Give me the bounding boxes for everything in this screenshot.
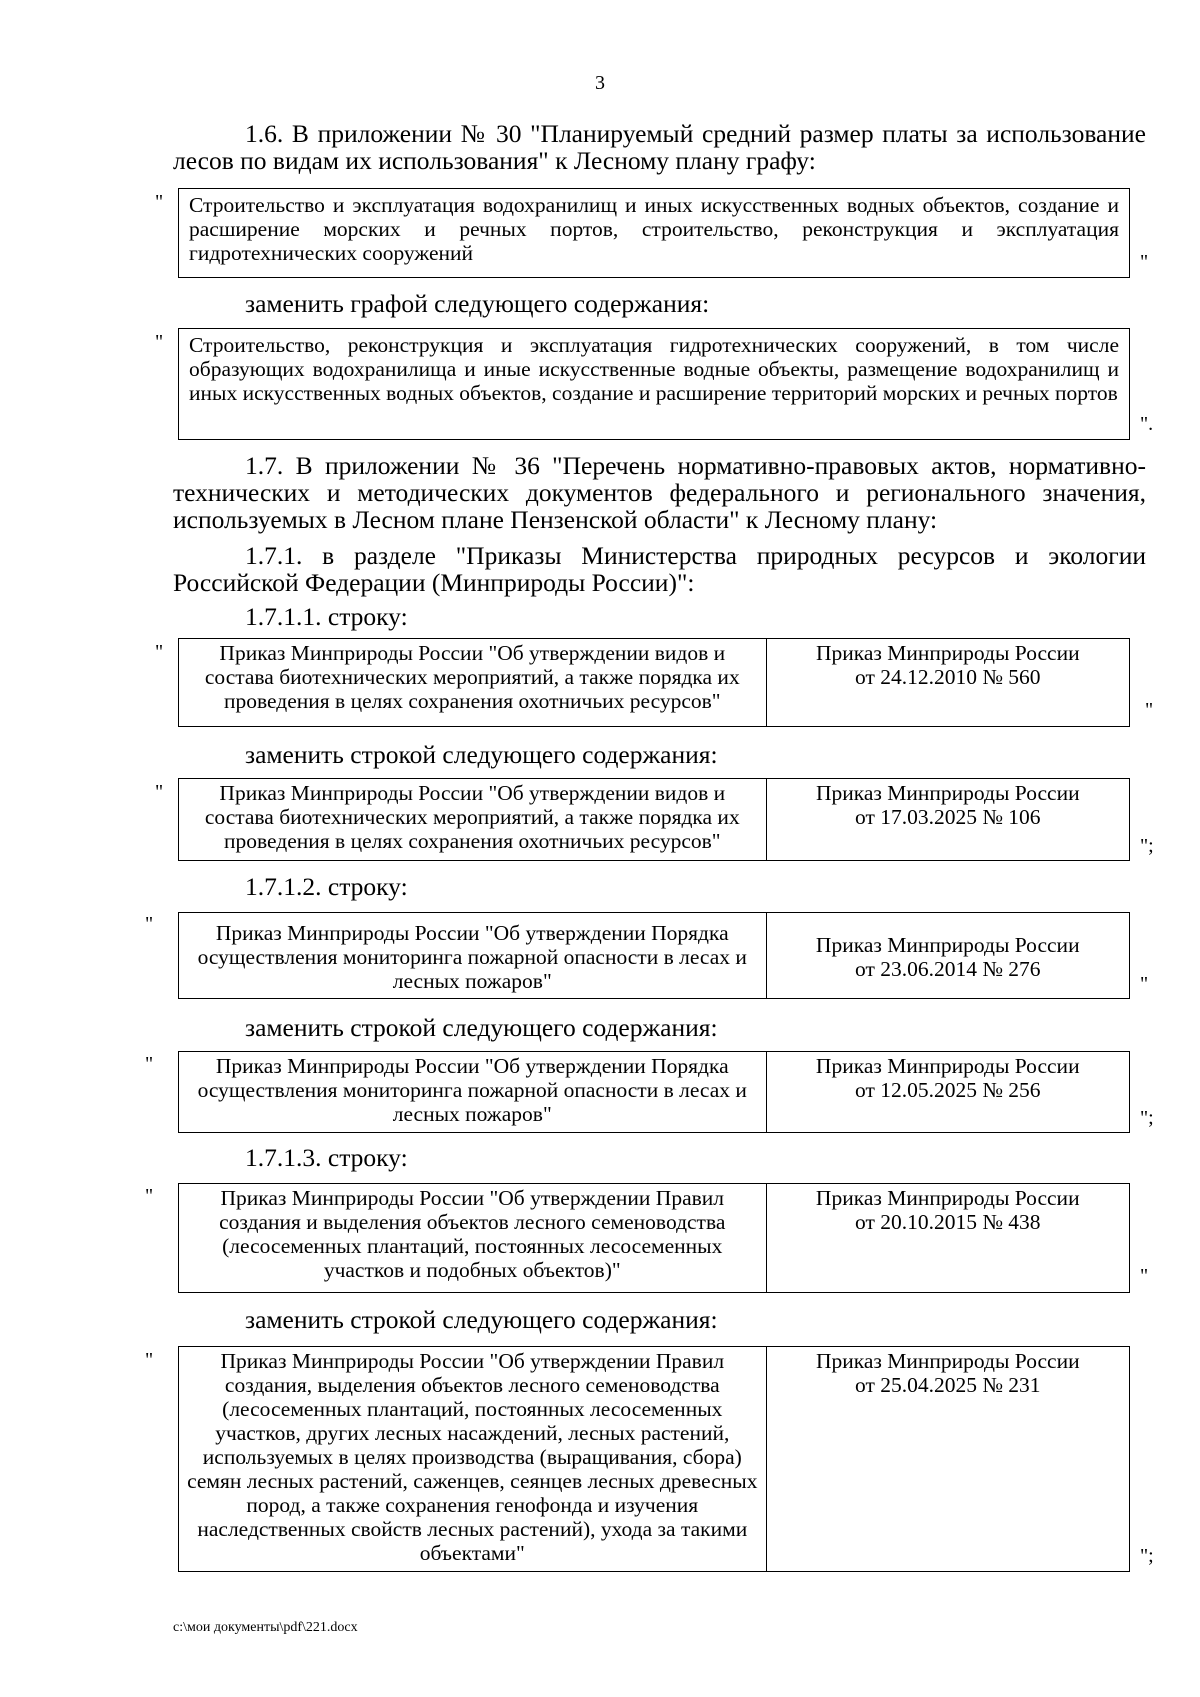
section-1-7-1-intro: 1.7.1. в разделе "Приказы Министерства природных ресурсов и экологии Российской Федерации (Минприроды России)": (173, 541, 1146, 597)
order-ref-line2: от 20.10.2015 № 438 (854, 1210, 1041, 1234)
order-ref-line2: от 17.03.2025 № 106 (855, 805, 1041, 829)
old-row-table (178, 912, 1130, 999)
order-ref-line2: от 12.05.2025 № 256 (854, 1078, 1041, 1102)
close-quote-semicolon: "; (1140, 1107, 1154, 1129)
table-row (179, 1184, 1130, 1293)
open-quote: " (155, 331, 164, 353)
order-ref-cell (766, 1347, 1129, 1572)
order-title-cell: Приказ Минприроды России "Об утверждении Порядка осуществления мониторинга пожарной опасности в лесах и лесных пожаров" (179, 1052, 767, 1133)
section-1-6-intro: 1.6. В приложении № 30 "Планируемый средний размер платы за использование лесов по видам их использования" к Лесному плану графу: (173, 119, 1146, 175)
order-ref-line1: Приказ Минприроды России (815, 641, 1080, 665)
table-row (179, 913, 1130, 999)
table-row (179, 639, 1130, 727)
close-quote: " (1140, 1265, 1149, 1287)
replace-column-label: заменить графой следующего содержания: (245, 289, 710, 318)
table-row (179, 1052, 1130, 1133)
open-quote: " (145, 1053, 154, 1075)
new-row-table (178, 1346, 1130, 1572)
open-quote: " (145, 1185, 154, 1207)
order-title-cell: Приказ Минприроды России "Об утверждении Правил создания и выделения объектов лесного семеноводства (лесосеменных плантаций, постоянных лесосеменных участков и подобных объектов)" (179, 1184, 767, 1293)
page-number: 3 (595, 72, 605, 94)
order-ref-line1: Приказ Минприроды России (815, 932, 1080, 957)
order-ref-line1: Приказ Минприроды России (815, 781, 1080, 805)
new-row-table (178, 778, 1130, 861)
order-ref-line1: Приказ Минприроды России (815, 1054, 1080, 1078)
open-quote: " (155, 781, 164, 803)
item-label: 1.7.1.2. строку: (245, 872, 408, 901)
open-quote: " (145, 913, 154, 935)
order-ref-cell (766, 779, 1129, 861)
replace-row-label: заменить строкой следующего содержания: (245, 1305, 718, 1334)
order-title-cell: Приказ Минприроды России "Об утверждении Правил создания, выделения объектов лесного семеноводства (лесосеменных плантаций, постоянных лесосеменных участков, других лесных насаждений, лесных растений, используемых в целях производства (выращивания, сбора) семян лесных растений, саженцев, сеянцев лесных древесных пород, а также сохранения генофонда и изучения наследственных свойств лесных растений), ухода за такими объектами" (179, 1347, 767, 1572)
replace-row-label: заменить строкой следующего содержания: (245, 740, 718, 769)
order-ref-line2: от 25.04.2025 № 231 (855, 1373, 1041, 1397)
order-title-cell: Приказ Минприроды России "Об утверждении Порядка осуществления мониторинга пожарной опасности в лесах и лесных пожаров" (179, 913, 767, 999)
table-row (179, 779, 1130, 861)
order-ref-line2: от 24.12.2010 № 560 (855, 665, 1041, 689)
item-label: 1.7.1.1. строку: (245, 602, 408, 631)
close-quote-semicolon: "; (1140, 1545, 1154, 1567)
file-path-footer: c:\мои документы\pdf\221.docx (173, 1620, 358, 1635)
section-1-7-intro: 1.7. В приложении № 36 "Перечень нормативно-правовых актов, нормативно-технических и методических документов федерального и регионального значения, используемых в Лесном плане Пензенской области" к Лесному плану: (173, 451, 1146, 534)
item-label: 1.7.1.3. строку: (245, 1143, 408, 1172)
table-row (179, 1347, 1130, 1572)
open-quote: " (155, 191, 164, 213)
close-quote: " (1145, 699, 1154, 721)
order-ref-cell (766, 1184, 1130, 1293)
order-title-cell: Приказ Минприроды России "Об утверждении видов и состава биотехнических мероприятий, а также порядка их проведения в целях сохранения охотничьих ресурсов" (179, 779, 767, 861)
new-row-table (178, 1051, 1130, 1133)
close-quote-semicolon: "; (1140, 835, 1154, 857)
close-quote: " (1140, 251, 1149, 273)
open-quote: " (145, 1349, 154, 1371)
order-ref-cell (766, 1052, 1130, 1133)
order-ref-line1: Приказ Минприроды России (815, 1186, 1080, 1210)
order-ref-line2: от 23.06.2014 № 276 (854, 956, 1041, 981)
order-ref-cell (766, 913, 1130, 999)
old-row-table (178, 638, 1130, 727)
old-row-table (178, 1183, 1130, 1293)
new-column-text: Строительство, реконструкция и эксплуатация гидротехнических сооружений, в том числе образующих водохранилища и иные искусственные водные объекты, размещение водохранилищ и иных искусственных водных объектов, создание и расширение территорий морских и речных портов (178, 328, 1130, 440)
old-column-text: Строительство и эксплуатация водохранилищ и иных искусственных водных объектов, создание и расширение морских и речных портов, строительство, реконструкция и эксплуатация гидротехнических сооружений (178, 188, 1130, 278)
close-quote-period: ". (1140, 413, 1154, 435)
order-title-cell: Приказ Минприроды России "Об утверждении видов и состава биотехнических мероприятий, а также порядка их проведения в целях сохранения охотничьих ресурсов" (179, 639, 767, 727)
close-quote: " (1140, 973, 1149, 995)
open-quote: " (155, 641, 164, 663)
replace-row-label: заменить строкой следующего содержания: (245, 1013, 718, 1042)
order-ref-line1: Приказ Минприроды России (815, 1349, 1080, 1373)
order-ref-cell (766, 639, 1129, 727)
